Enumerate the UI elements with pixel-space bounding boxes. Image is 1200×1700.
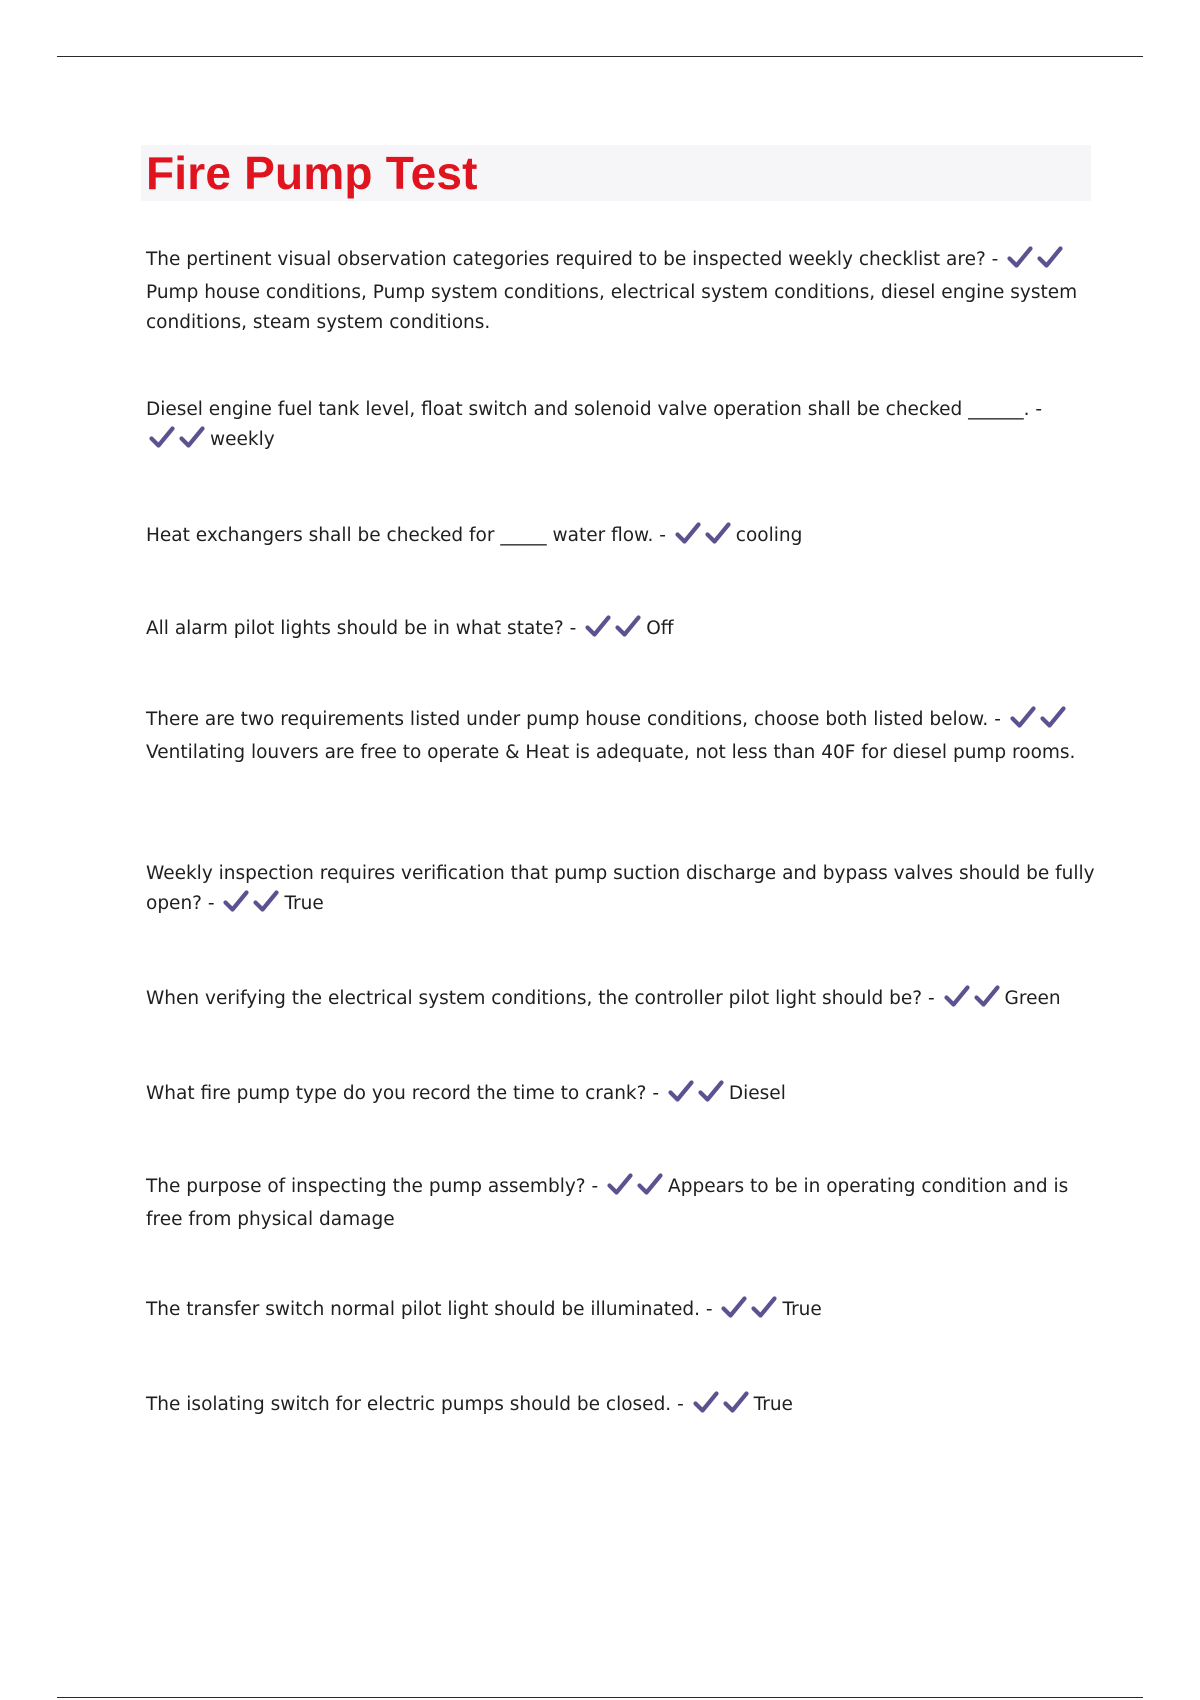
answer-text: True (284, 893, 324, 914)
answer-checkmarks (1010, 706, 1070, 738)
checkmark-icon (751, 1296, 777, 1318)
answer-text: Appears to be in operating condition and is free from physical damage (146, 1176, 1069, 1230)
question-text: The purpose of inspecting the pump assembly? (146, 1176, 586, 1197)
checkmark-icon (1037, 246, 1063, 268)
separator: - (563, 618, 583, 639)
question-text: The transfer switch normal pilot light should be illuminated. (146, 1299, 701, 1320)
checkmark-icon (607, 1173, 633, 1195)
checkmark-icon (1007, 246, 1033, 268)
checkmark-icon (723, 1391, 749, 1413)
checkmark-icon (944, 985, 970, 1007)
separator: - (585, 1176, 605, 1197)
page-title: Fire Pump Test (146, 147, 478, 199)
bottom-rule (57, 1697, 1143, 1698)
answer-checkmarks (721, 1296, 781, 1328)
answer-checkmarks (693, 1391, 753, 1423)
answer-text: True (782, 1299, 822, 1320)
answer-checkmarks (149, 426, 209, 458)
checkmark-icon (721, 1296, 747, 1318)
question-text: Weekly inspection requires verification that pump suction discharge and bypass valves should be fully open? (146, 863, 1095, 914)
answer-checkmarks (223, 890, 283, 922)
question-text: All alarm pilot lights should be in what state? (146, 618, 564, 639)
qa-item (146, 984, 1096, 1017)
answer-text: Green (1004, 988, 1061, 1009)
answer-text: Diesel (728, 1083, 786, 1104)
separator: - (646, 1083, 665, 1104)
separator: - (988, 709, 1007, 730)
checkmark-icon (693, 1391, 719, 1413)
checkmark-icon (585, 615, 611, 637)
question-text: Diesel engine fuel tank level, float switch and solenoid valve operation shall be checked ______. (146, 399, 1030, 420)
qa-item (146, 859, 1096, 922)
checkmark-icon (668, 1080, 694, 1102)
checkmark-icon (149, 426, 175, 448)
answer-text: Off (646, 618, 674, 639)
top-rule (57, 56, 1143, 57)
question-text: There are two requirements listed under pump house conditions, choose both listed below. (146, 709, 989, 730)
qa-item (146, 521, 1096, 554)
qa-item (146, 1295, 1096, 1328)
checkmark-icon (974, 985, 1000, 1007)
checkmark-icon (179, 426, 205, 448)
qa-item (146, 245, 1096, 338)
separator: - (985, 249, 1005, 270)
qa-item (146, 705, 1096, 768)
qa-item (146, 614, 1096, 647)
checkmark-icon (253, 890, 279, 912)
answer-checkmarks (944, 985, 1004, 1017)
checkmark-icon (698, 1080, 724, 1102)
separator: - (1029, 399, 1043, 420)
checkmark-icon (1010, 706, 1036, 728)
checkmark-icon (705, 522, 731, 544)
question-text: What fire pump type do you record the time to crank? (146, 1083, 647, 1104)
answer-text: cooling (735, 525, 803, 546)
answer-checkmarks (675, 522, 735, 554)
answer-text: Ventilating louvers are free to operate & Heat is adequate, not less than 40F for diesel pump rooms. (146, 742, 1076, 763)
separator: - (922, 988, 941, 1009)
question-text: The pertinent visual observation categories required to be inspected weekly checklist are? (146, 249, 986, 270)
qa-item (146, 1079, 1096, 1112)
separator: - (700, 1299, 719, 1320)
question-text: When verifying the electrical system conditions, the controller pilot light should be? (146, 988, 923, 1009)
answer-checkmarks (1007, 246, 1067, 278)
answer-checkmarks (668, 1080, 728, 1112)
checkmark-icon (223, 890, 249, 912)
answer-text: True (753, 1394, 793, 1415)
answer-checkmarks (607, 1173, 667, 1205)
qa-item (146, 1390, 1096, 1423)
checkmark-icon (637, 1173, 663, 1195)
answer-text: Pump house conditions, Pump system conditions, electrical system conditions, diesel engine system conditions, steam system conditions. (146, 282, 1078, 333)
separator: - (202, 893, 221, 914)
answer-checkmarks (585, 615, 645, 647)
question-text: The isolating switch for electric pumps should be closed. (146, 1394, 672, 1415)
separator: - (653, 525, 672, 546)
answer-text: weekly (210, 429, 275, 450)
qa-item (146, 395, 1096, 458)
qa-item (146, 1172, 1096, 1235)
question-text: Heat exchangers shall be checked for _____ water flow. (146, 525, 654, 546)
checkmark-icon (1040, 706, 1066, 728)
checkmark-icon (675, 522, 701, 544)
separator: - (671, 1394, 690, 1415)
checkmark-icon (615, 615, 641, 637)
